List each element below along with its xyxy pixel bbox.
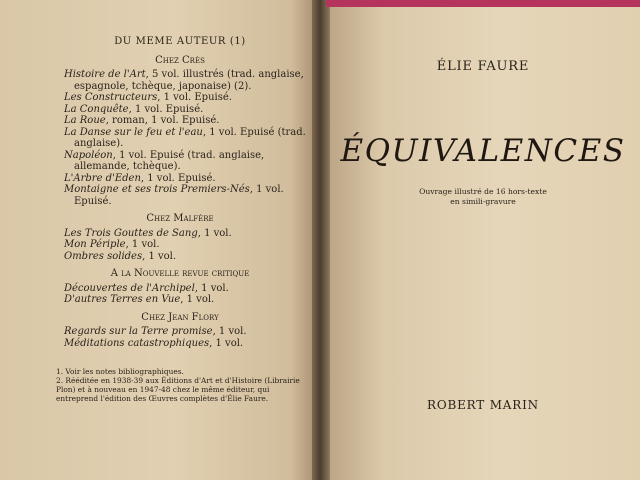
bibliography-heading: DU MEME AUTEUR (1) [114, 36, 246, 47]
list-item: La Danse sur le feu et l'eau, 1 vol. Epuisé (trad. anglaise). [64, 126, 306, 149]
publisher-section-title: Chez Malfère [146, 213, 214, 224]
list-item: Napoléon, 1 vol. Epuisé (trad. anglaise, allemande, tchèque). [64, 149, 265, 172]
list-item: Montaigne et ses trois Premiers-Nés, 1 vol. Epuisé. [64, 184, 284, 207]
publisher-section-title: A la Nouvelle revue critique [110, 268, 250, 279]
list-item: La Roue, roman, 1 vol. Epuisé. [64, 115, 220, 126]
list-item: D'autres Terres en Vue, 1 vol. [64, 294, 215, 305]
list-item: Ombres solides, 1 vol. [64, 250, 177, 262]
list-item: Les Trois Gouttes de Sang, 1 vol. [64, 227, 232, 239]
author-name: ÉLIE FAURE [436, 59, 530, 74]
list-item: L'Arbre d'Eden, 1 vol. Epuisé. [64, 172, 216, 184]
list-item: Histoire de l'Art, 5 vol. illustrés (trad. anglaise, espagnole, tchèque, japonaise) (2). [64, 69, 304, 92]
publisher-name: ROBERT MARIN [427, 398, 539, 412]
list-item: Méditations catastrophiques, 1 vol. [64, 337, 244, 349]
publisher-section-title: Chez Crès [155, 54, 205, 66]
list-item: Découvertes de l'Archipel, 1 vol. [64, 282, 229, 294]
list-item: Mon Périple, 1 vol. [64, 239, 160, 250]
list-item: Les Constructeurs, 1 vol. Epuisé. [64, 92, 232, 103]
footnote: 2. Rééditée en 1938-39 aux Éditions d'Art et d'Histoire (Librairie Plon) et à nouveau en 1947-48 chez le même éditeur, qui entreprend l'édition des Œuvres complètes d'Élie Faure. [56, 376, 300, 403]
book-title: ÉQUIVALENCES [340, 133, 626, 169]
list-item: Regards sur la Terre promise, 1 vol. [64, 326, 247, 337]
footnotes [52, 367, 308, 403]
publisher-section-title: Chez Jean Flory [141, 311, 219, 323]
list-item: La Conquête, 1 vol. Epuisé. [64, 103, 204, 115]
bookmark-edge [326, 0, 640, 7]
bibliography [52, 36, 308, 403]
footnote: 1. Voir les notes bibliographiques. [56, 367, 184, 376]
book-subtitle: Ouvrage illustré de 16 hors-texte en simili-gravure [419, 187, 547, 206]
